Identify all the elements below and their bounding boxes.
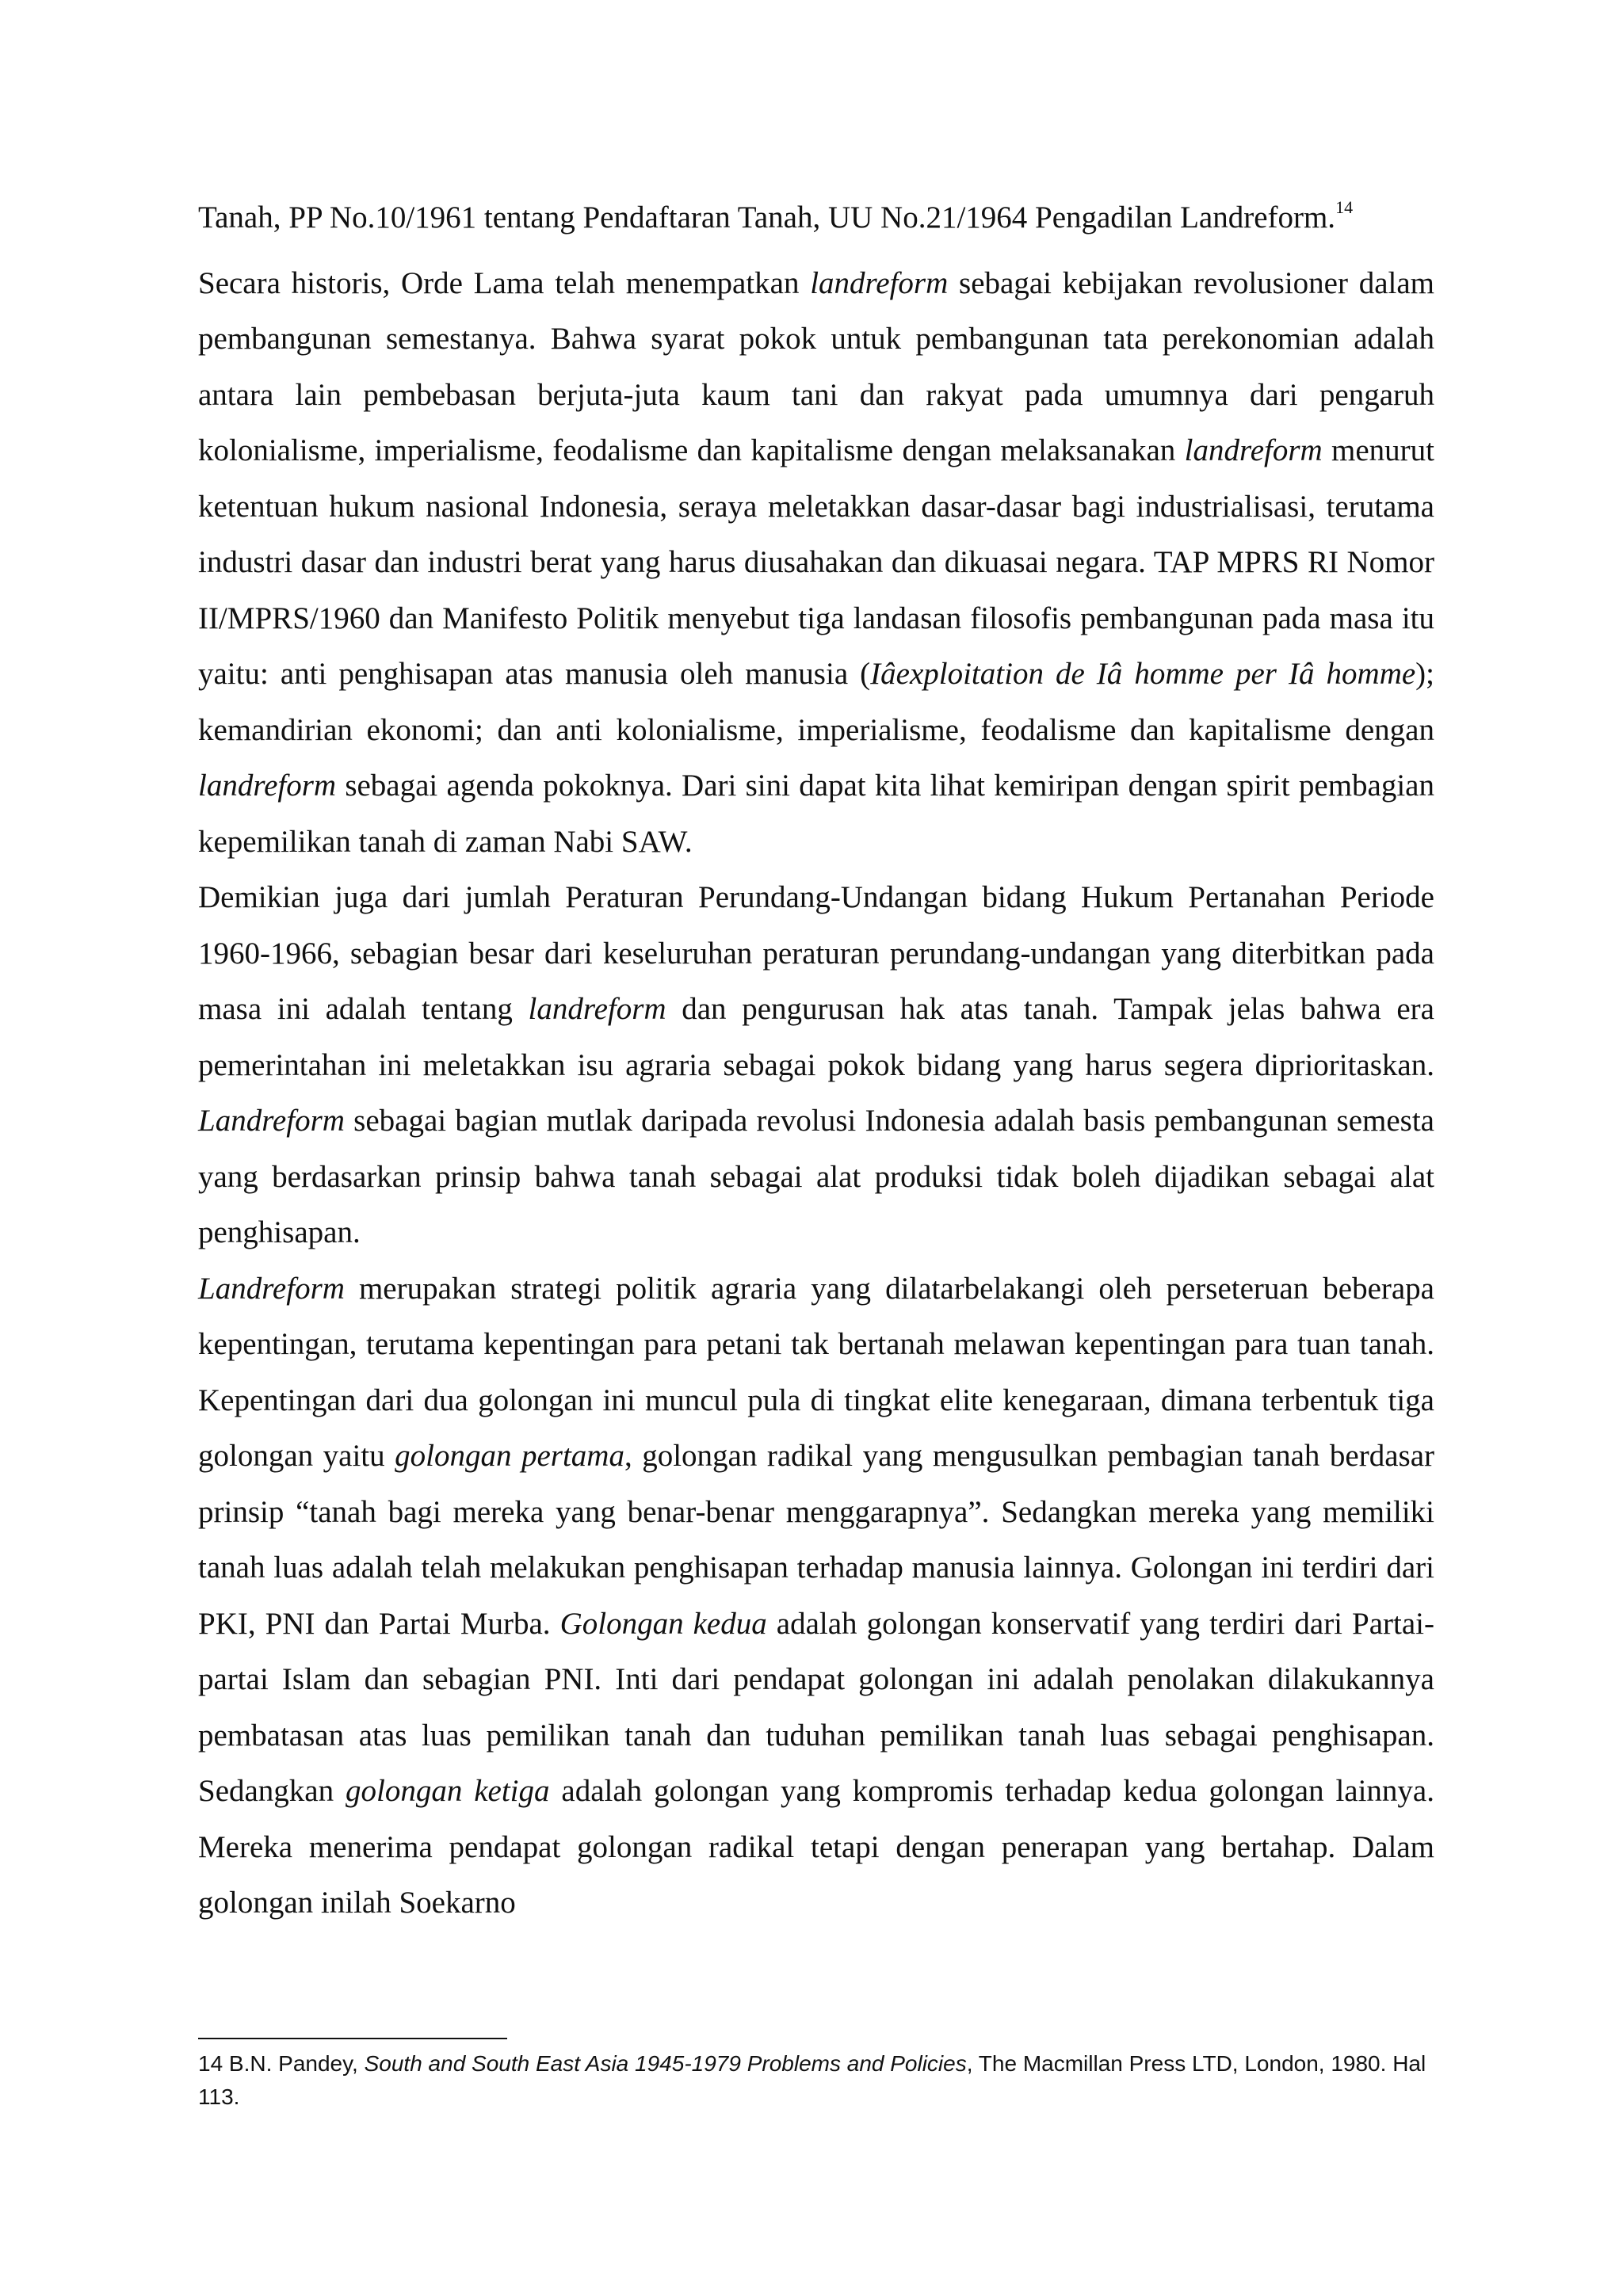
paragraph-peraturan bbox=[198, 870, 1434, 1261]
text-run: sebagai bagian mutlak daripada revolusi Indonesia adalah basis pembangunan semesta yang berdasarkan prinsip bahwa tanah sebagai alat produksi tidak boleh dijadikan sebagai alat penghisapan. bbox=[198, 1104, 1434, 1249]
italic-term: landreform bbox=[528, 992, 666, 1026]
text-run: menurut ketentuan hukum nasional Indonesia, seraya meletakkan dasar-dasar bagi industrialisasi, terutama industri dasar dan industri berat yang harus diusahakan dan dikuasai negara. TAP MPRS RI Nomor II/MPRS/1960 dan Manifesto Politik menyebut tiga landasan filosofis pembangunan pada masa itu yaitu: anti penghisapan atas manusia oleh manusia ( bbox=[198, 433, 1435, 691]
footnote-publication: , The Macmillan Press LTD, London, 1980. Hal 113. bbox=[198, 2051, 1426, 2109]
footnote-reference: 14 bbox=[1335, 197, 1354, 217]
italic-term: Landreform bbox=[198, 1271, 345, 1306]
text-run: adalah golongan yang kompromis terhadap kedua golongan lainnya. Mereka menerima pendapat golongan radikal tetapi dengan penerapan yang bertahap. Dalam golongan inilah Soekarno bbox=[198, 1774, 1434, 1920]
paragraph-golongan bbox=[198, 1261, 1434, 1932]
text-run: adalah golongan konservatif yang terdiri dari Partai-partai Islam dan sebagian PNI. Inti dari pendapat golongan ini adalah penolakan dilakukannya pembatasan atas luas pemilikan tanah dan tuduhan pemilikan tanah luas sebagai penghisapan. Sedangkan bbox=[198, 1606, 1435, 1808]
text-run: sebagai agenda pokoknya. Dari sini dapat kita lihat kemiripan dengan spirit pembagian kepemilikan tanah di zaman Nabi SAW. bbox=[198, 769, 1434, 859]
text-run: merupakan strategi politik agraria yang dilatarbelakangi oleh perseteruan beberapa kepentingan, terutama kepentingan para petani tak bertanah melawan kepentingan para tuan tanah. Kepentingan dari dua golongan ini muncul pula di tingkat elite kenegaraan, dimana terbentuk tiga golongan yaitu bbox=[198, 1271, 1434, 1473]
italic-term: landreform bbox=[1184, 433, 1323, 467]
text-run: Secara historis, Orde Lama telah menempatkan bbox=[198, 265, 811, 300]
italic-term: Golongan kedua bbox=[559, 1606, 767, 1641]
text-run: sebagai kebijakan revolusioner dalam pembangunan semestanya. Bahwa syarat pokok untuk pembangunan tata perekonomian adalah antara lain pembebasan berjuta-juta kaum tani dan rakyat pada umumnya dari pengaruh kolonialisme, imperialisme, feodalisme dan kapitalisme dengan melaksanakan bbox=[198, 265, 1435, 467]
text-run: ); kemandirian ekonomi; dan anti kolonialisme, imperialisme, feodalisme dan kapitalisme dengan bbox=[198, 657, 1434, 747]
opening-line-text: Tanah, PP No.10/1961 tentang Pendaftaran Tanah, UU No.21/1964 Pengadilan Landreform. bbox=[198, 200, 1336, 235]
italic-term: landreform bbox=[810, 265, 949, 300]
text-run: , golongan radikal yang mengusulkan pembagian tanah berdasar prinsip “tanah bagi mereka yang benar-benar menggarapnya”. Sedangkan mereka yang memiliki tanah luas adalah telah melakukan penghisapan terhadap manusia lainnya. Golongan ini terdiri dari PKI, PNI dan Partai Murba. bbox=[198, 1439, 1435, 1641]
italic-term: golongan pertama bbox=[395, 1439, 624, 1473]
italic-term: Landreform bbox=[198, 1104, 345, 1138]
paragraph-opening-line bbox=[198, 190, 1434, 246]
body-text bbox=[198, 190, 1434, 1932]
footnote-number-author: 14 B.N. Pandey, bbox=[198, 2051, 365, 2076]
footnote bbox=[198, 2047, 1434, 2114]
paragraph-orde-lama bbox=[198, 256, 1434, 871]
italic-term: Iâexploitation de Iâ homme per Iâ homme bbox=[870, 657, 1416, 691]
text-run: dan pengurusan hak atas tanah. Tampak jelas bahwa era pemerintahan ini meletakkan isu agraria sebagai pokok bidang yang harus segera diprioritaskan. bbox=[198, 992, 1434, 1082]
footnote-divider bbox=[198, 2038, 507, 2039]
italic-term: landreform bbox=[198, 769, 337, 803]
footnote-book-title: South and South East Asia 1945-1979 Problems and Policies bbox=[364, 2051, 967, 2076]
text-run: Demikian juga dari jumlah Peraturan Perundang-Undangan bidang Hukum Pertanahan Periode 1960-1966, sebagian besar dari keseluruhan peraturan perundang-undangan yang diterbitkan pada masa ini adalah tentang bbox=[198, 880, 1434, 1026]
italic-term: golongan ketiga bbox=[346, 1774, 550, 1808]
